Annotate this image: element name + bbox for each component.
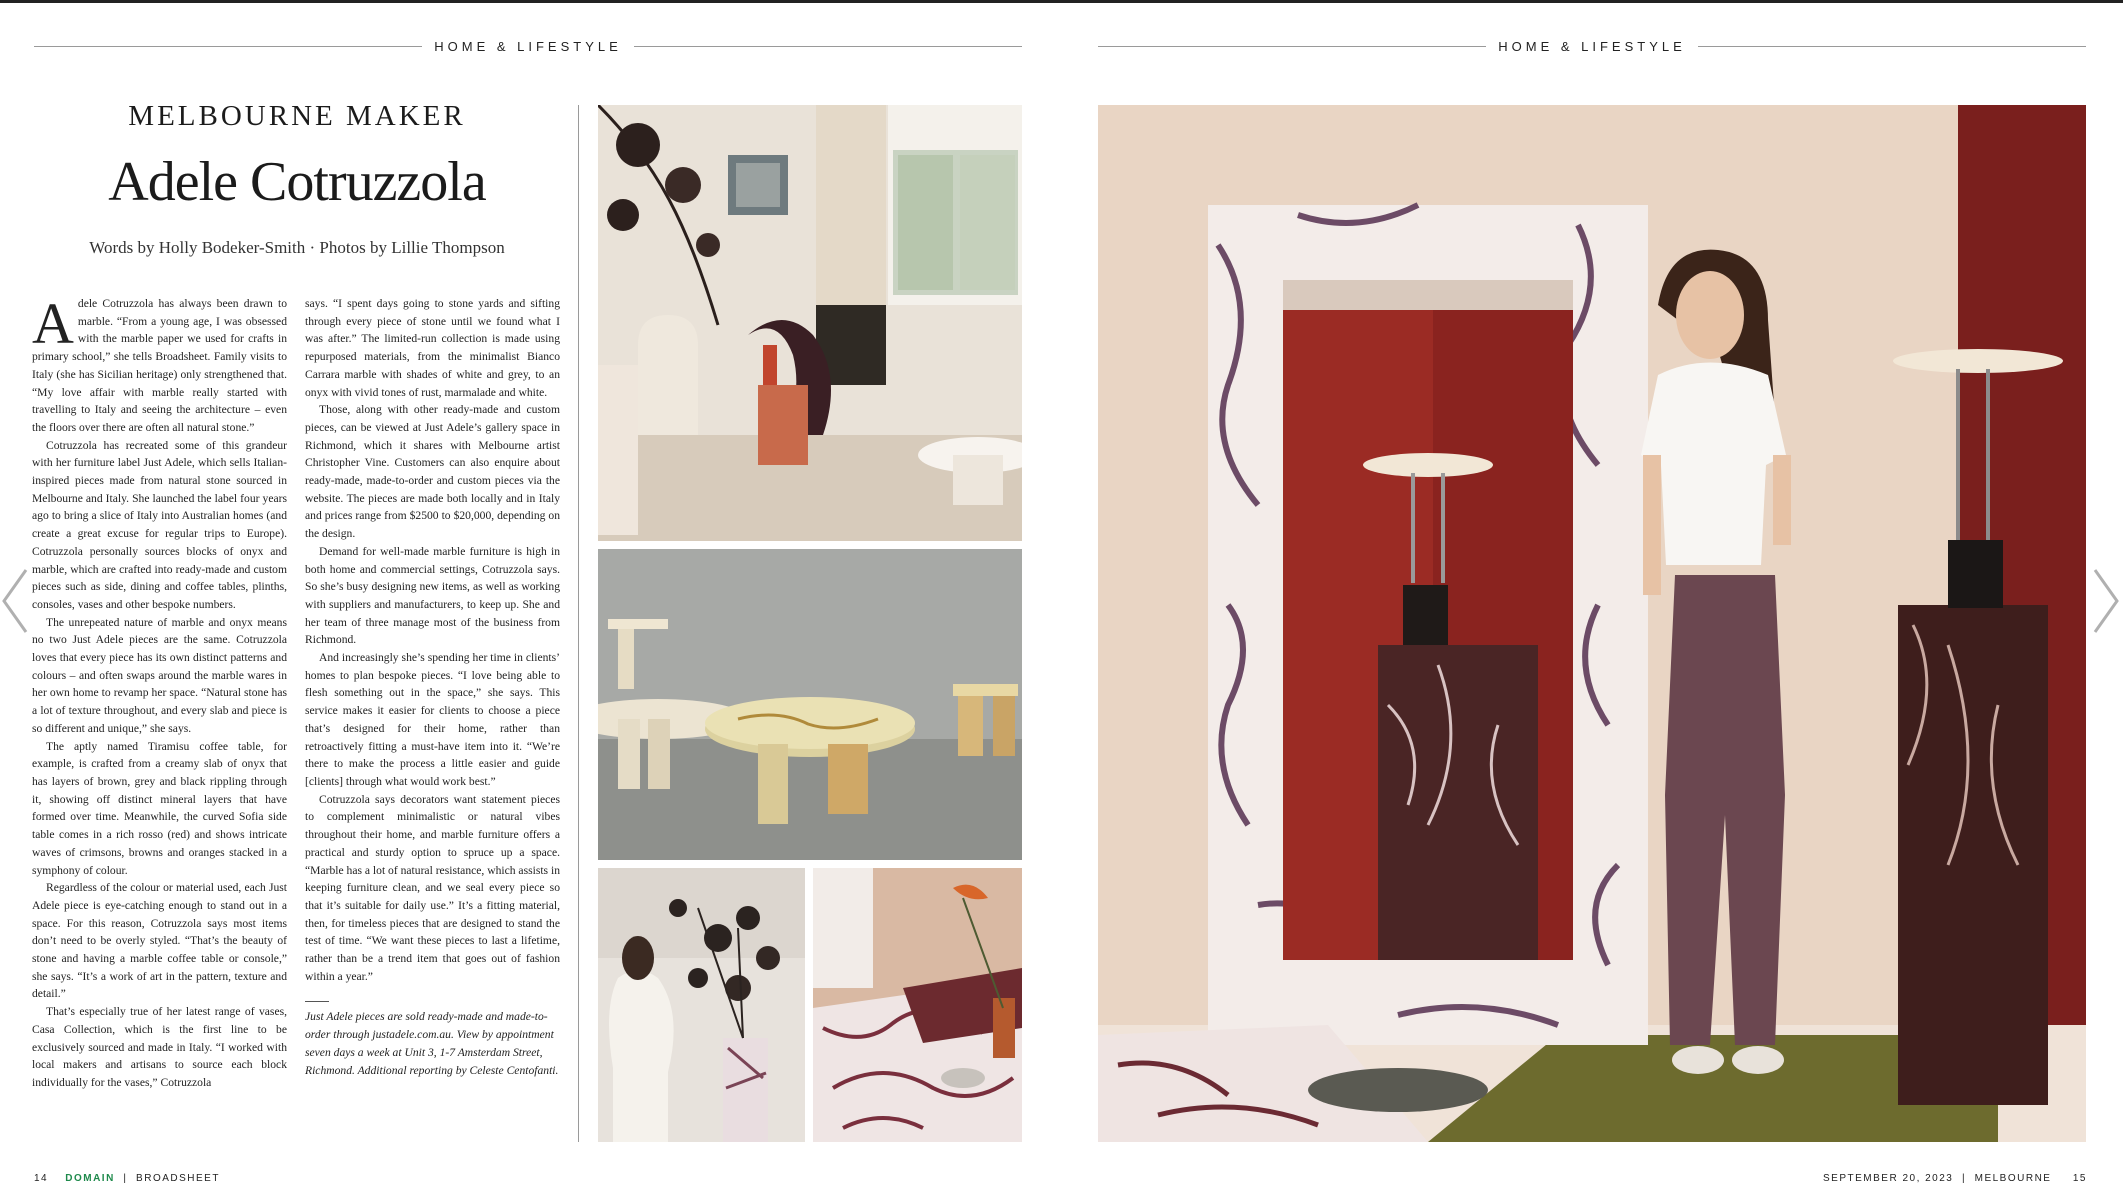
living-room-illustration <box>598 105 1022 541</box>
paragraph: Cotruzzola has recreated some of this grandeur with her furniture label Just Adele, which sells Italian-inspired pieces made from natural stone sourced in Melbourne and Italy. She launched the label four years ago to bring a slice of Italy into Australian homes (and create a great excuse for regular trips to Europe). Cotruzzola personally sources blocks of onyx and marble, which are crafted into ready-made and custom pieces such as side, dining and coffee tables, plinths, consoles, vases and other bespoke numbers. <box>32 438 287 611</box>
photo-woman-with-vase <box>598 868 805 1142</box>
note-divider <box>305 1001 329 1002</box>
paragraph: Regardless of the colour or material used, each Just Adele piece is eye-catching enough to stand out in a space. For this reason, Cotruzzola says most items don’t need to be overly styled. “That’s the beauty of stone and having a marble coffee table or console,” she says. “It’s a work of art in the pattern, texture and detail.” <box>32 881 287 1001</box>
paragraph: says. “I spent days going to stone yards and sifting through every piece of stone until we found what I was after.” The limited-run collection is made using repurposed materials, from the minimalist Bianco Carrara marble with shades of white and grey, to an onyx with vivid tones of rust, marmalade and white. <box>305 297 560 399</box>
footer-left <box>34 1173 220 1184</box>
footer-right <box>1823 1173 2087 1184</box>
article-title: Adele Cotruzzola <box>108 151 486 213</box>
city-edition: MELBOURNE <box>1974 1173 2052 1184</box>
photo-marble-detail <box>813 868 1022 1142</box>
portrait-illustration <box>1098 105 2086 1142</box>
paragraph: Adele Cotruzzola has always been drawn to marble. “From a young age, I was obsessed with the marble paper we used for crafts in primary school,” she tells Broadsheet. Family visits to Italy (she has Sicilian heritage) only strengthened that. “My love affair with marble really started with travelling to Italy and seeing the architecture – even the floors over there are often all natural stone.” <box>32 291 287 434</box>
chevron-right-icon[interactable] <box>2091 566 2121 636</box>
article-note: Just Adele pieces are sold ready-made and made-to-order through justadele.com.au. View by appointment seven days a week at Unit 3, 1-7 Amsterdam Street, Richmond. Additional reporting by Celeste Centofanti. <box>305 1010 559 1077</box>
section-label: HOME & LIFESTYLE <box>434 38 622 54</box>
article-column-2 <box>305 295 560 1079</box>
right-section-header <box>1098 34 2086 58</box>
footer-separator: | <box>1961 1173 1967 1184</box>
header-rule <box>1098 46 1486 47</box>
paragraph: And increasingly she’s spending her time in clients’ homes to plan bespoke pieces. “I love being able to flesh something out in the space,” she says. This service makes it easier for clients to choose a piece that’s designed for their home, rather than retroactively fitting a must-have item into it. “We’re there to make the process a little easier and guide [clients] through what would work best.” <box>305 651 560 788</box>
issue-date: SEPTEMBER 20, 2023 <box>1822 1173 1954 1184</box>
photo-portrait-with-mirror <box>1098 105 2086 1142</box>
coffee-tables-illustration <box>598 549 1022 860</box>
woman-vase-illustration <box>598 868 805 1142</box>
paragraph: Cotruzzola says decorators want statement pieces to complement minimalistic or natural vibes throughout their home, and marble furniture offers a practical and sturdy option to spruce up a space. “Marble has a lot of natural resistance, which assists in keeping furniture clean, and we seal every piece so that it’s suitable for daily use.” It’s a fitting material, then, for timeless pieces that are designed to stand the test of time. “We want these pieces to last a lifetime, rather than be a trend item that goes out of fashion within a year.” <box>305 792 560 983</box>
section-label: HOME & LIFESTYLE <box>1498 38 1686 54</box>
top-border <box>0 0 2123 3</box>
article-column-1 <box>32 291 287 1092</box>
header-rule <box>1698 46 2086 47</box>
paragraph: The aptly named Tiramisu coffee table, for example, is crafted from a creamy slab of onyx that has layers of brown, grey and black rippling through it, showing off distinct mineral layers that have formed over time. Meanwhile, the curved Sofia side table comes in a rich rosso (red) and shows intricate waves of crimsons, browns and oranges stacked in a symphony of colour. <box>32 739 287 877</box>
kicker: MELBOURNE MAKER <box>128 100 466 132</box>
marble-detail-illustration <box>813 868 1022 1142</box>
footer-separator: | <box>123 1173 128 1184</box>
page-number: 15 <box>2072 1173 2087 1184</box>
drop-cap: A <box>32 291 74 356</box>
paragraph: Those, along with other ready-made and custom pieces, can be viewed at Just Adele’s gallery space in Richmond, which it shares with Melbourne artist Christopher Vine. Customers can also enquire about ready-made, made-to-order and custom pieces via the website. The pieces are made both locally and in Italy and prices range from $2500 to $20,000, depending on the design. <box>305 403 560 541</box>
header-rule <box>34 46 422 47</box>
photo-living-room <box>598 105 1022 541</box>
paragraph: Demand for well-made marble furniture is high in both home and commercial settings, Cotruzzola says. So she’s busy designing new items, as well as working with suppliers and manufacturers, to keep up. She and her team of three manage most of the business from Richmond. <box>305 544 560 647</box>
chevron-left-icon[interactable] <box>0 566 30 636</box>
header-rule <box>634 46 1022 47</box>
brand-broadsheet: BROADSHEET <box>136 1173 220 1184</box>
photo-coffee-tables <box>598 549 1022 860</box>
column-divider <box>578 105 579 1142</box>
left-section-header <box>34 34 1022 58</box>
byline: Words by Holly Bodeker-Smith · Photos by Lillie Thompson <box>89 238 505 257</box>
page-number: 14 <box>34 1173 49 1184</box>
paragraph: That’s especially true of her latest range of vases, Casa Collection, which is the first line to be exclusively sourced and made in Italy. “I worked with local makers and artisans to source each block individually for the vases,” Cotruzzola <box>32 1005 287 1089</box>
paragraph: The unrepeated nature of marble and onyx means no two Just Adele pieces are the same. Cotruzzola loves that every piece has its own distinct patterns and colours – and often swaps around the marble wares in her own home to revamp her space. “Natural stone has a lot of texture throughout, and every slab and piece is so different and unique,” she says. <box>32 615 287 735</box>
brand-domain: DOMAIN <box>65 1173 115 1184</box>
